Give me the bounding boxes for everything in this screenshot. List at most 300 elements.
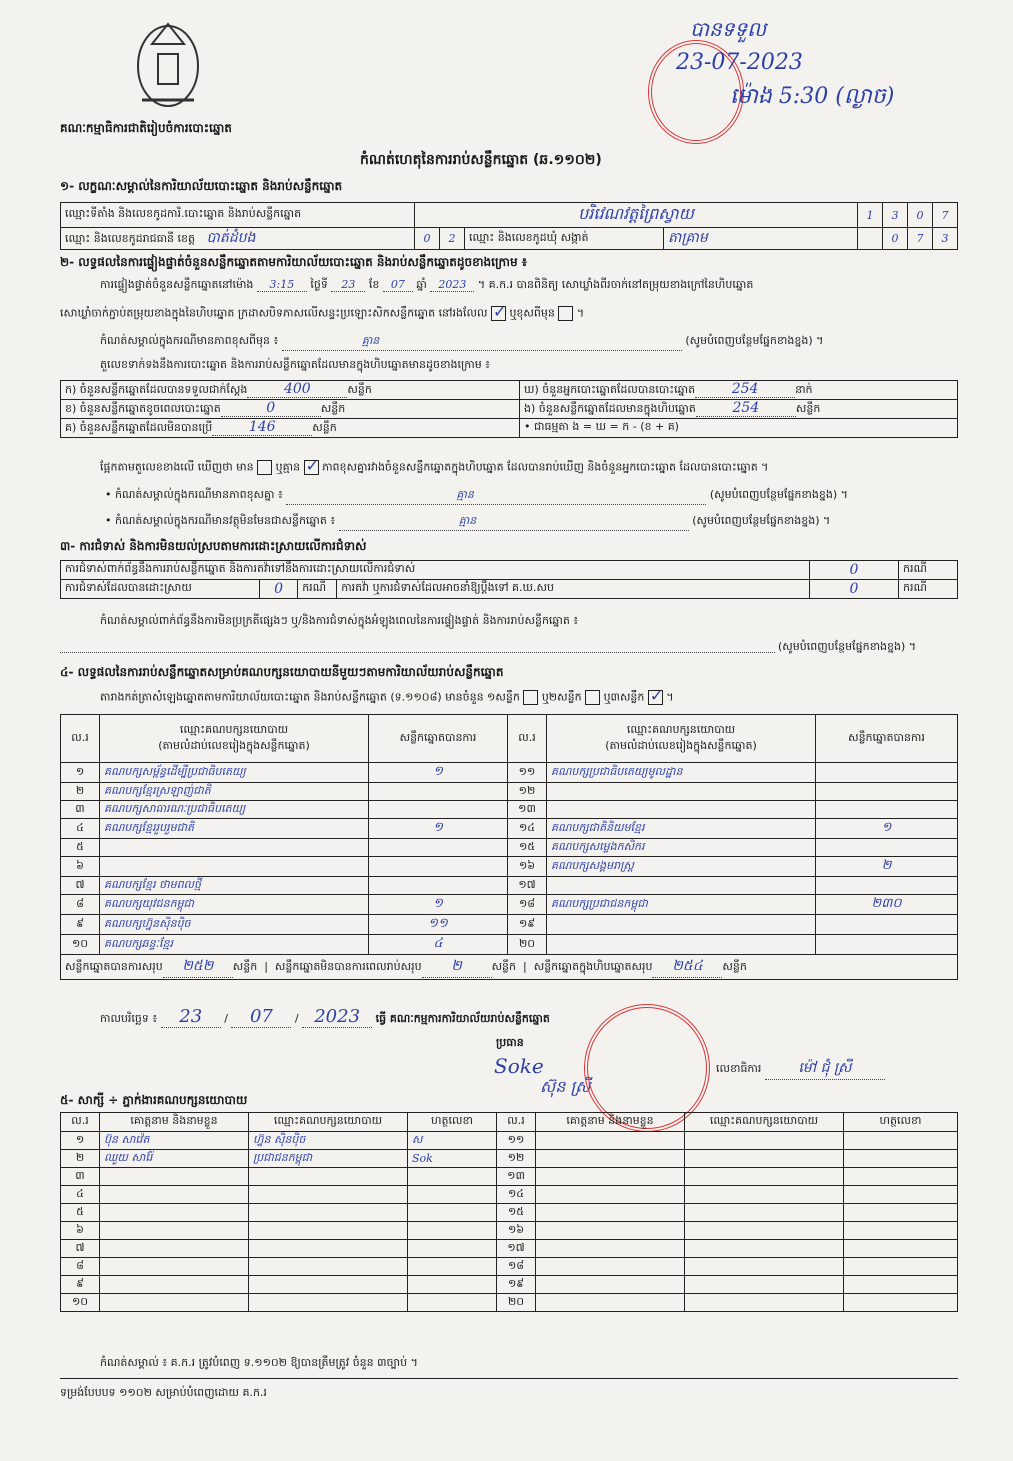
commune-label: ឈ្មោះ និងលេខកូដឃុំ សង្កាត់: [465, 228, 664, 250]
witness-name: [536, 1132, 685, 1150]
party-votes: [369, 801, 508, 819]
witness-party: [685, 1168, 844, 1186]
witness-name: ប៊ុន សាវ៉េត: [100, 1132, 249, 1150]
witness-signature: [844, 1186, 958, 1204]
two-sheet-checkbox[interactable]: [585, 690, 600, 705]
party-votes: ១: [816, 819, 958, 839]
witness-signature: [408, 1204, 497, 1222]
party-votes: [816, 935, 958, 955]
same-checkbox[interactable]: [491, 306, 506, 321]
figure-e-value: 254: [696, 400, 796, 417]
objection-value: 0: [810, 561, 899, 580]
party-no: ១៦: [508, 857, 547, 877]
witness-party: [685, 1240, 844, 1258]
objection-unit: ករណី: [899, 561, 958, 580]
witness-signature: [844, 1222, 958, 1240]
witness-party: [249, 1240, 408, 1258]
witness-name: [100, 1222, 249, 1240]
commune-code-3: 3: [933, 228, 958, 250]
footer-divider: [60, 1378, 958, 1379]
sheet-count-intro: តារាងកត់ត្រាសំឡេងឆ្នោតតាមការិយាល័យបោះឆ្នោត និងរាប់សន្លឹកឆ្នោត (ទ.១១០៨) មានចំនួន ១សន្លឹក: [100, 690, 520, 704]
no-diff-checkbox[interactable]: [304, 460, 319, 475]
w-col-no-left: ល.រ: [61, 1113, 100, 1132]
chair-label: ប្រធាន: [496, 1036, 524, 1049]
figure-e-label: ង) ចំនួនសន្លឹកឆ្នោតដែលមានក្នុងហិបឆ្នោត: [524, 402, 696, 415]
witness-no: ១៥: [497, 1204, 536, 1222]
results-row: [61, 915, 958, 935]
party-votes: [369, 783, 508, 801]
date-month: 07: [231, 1006, 291, 1028]
witness-party: [685, 1222, 844, 1240]
valid-total-value: ២៥២: [163, 956, 233, 978]
party-votes: ២៣០: [816, 895, 958, 915]
witness-party: ហ្វ៊ុន ស៊ិនប៉ិច: [249, 1132, 408, 1150]
province-code-2: 2: [440, 228, 465, 250]
party-votes: [816, 915, 958, 935]
party-votes: [369, 839, 508, 857]
results-row: [61, 857, 958, 877]
three-sheet-checkbox[interactable]: [648, 690, 663, 705]
witness-signature: [844, 1150, 958, 1168]
witness-name: [100, 1294, 249, 1312]
verify-line-2-text: សោឃ្លាំចាក់ភ្ជាប់តម្រុយខាងក្នុងនៃហិបឆ្នោត ក្រដាសបិទភាសលើសន្ទះប្រឡោះសិកសន្លឹកឆ្នោត នៅរងលែល: [60, 306, 488, 320]
witness-no: ១៤: [497, 1186, 536, 1204]
object-remark-value: គ្មាន: [339, 514, 689, 531]
party-no: ៣: [61, 801, 100, 819]
results-row: [61, 895, 958, 915]
witness-party: [685, 1150, 844, 1168]
verify-time-label: ការផ្ទៀងផ្ទាត់ចំនួនសន្លឹកឆ្នោតនៅម៉ោង: [100, 278, 254, 291]
witness-signature: [844, 1204, 958, 1222]
col-party-right-title: ឈ្មោះគណបក្សនយោបាយ: [626, 722, 736, 736]
verify-line-2: សោឃ្លាំចាក់ភ្ជាប់តម្រុយខាងក្នុងនៃហិបឆ្នោត ក្រដាសបិទភាសលើសន្ទះប្រឡោះសិកសន្លឹកឆ្នោត នៅរងលែល ✓ ឬខុសពីមុន ។: [60, 306, 960, 323]
witness-party: [685, 1258, 844, 1276]
figure-a-unit: សន្លឹក: [347, 383, 372, 396]
witness-signature: [408, 1222, 497, 1240]
witness-signature: [408, 1168, 497, 1186]
compare-text: ភាពខុសគ្នារវាងចំនួនសន្លឹកឆ្នោតក្នុងហិបឆ្នោត ដែលបានរាប់ឃើញ និងចំនួនអ្នកបោះឆ្នោត ដែលបានបោះឆ្នោត ។: [322, 460, 769, 474]
party-name: គណបក្សយុវជនកម្ពុជា: [100, 895, 369, 915]
party-no: ៩: [61, 915, 100, 935]
party-name: [547, 877, 816, 895]
witness-name: [100, 1276, 249, 1294]
party-votes: ១: [369, 895, 508, 915]
party-name: [547, 935, 816, 955]
col-party-left: [100, 715, 369, 763]
place-code-3: 0: [908, 203, 933, 228]
three-sheet-label: ឬ៣សន្លឹក: [603, 690, 645, 704]
one-sheet-checkbox[interactable]: [523, 690, 538, 705]
witness-no: ១០: [61, 1294, 100, 1312]
party-no: ១៤: [508, 819, 547, 839]
witness-signature: [408, 1186, 497, 1204]
party-name: គណបក្សសាធារណៈប្រជាធិបតេយ្យ: [100, 801, 369, 819]
stamp-time: ម៉ោង 5:30 (ល្ងាច): [730, 84, 895, 109]
figure-c-value: 146: [212, 419, 312, 436]
party-no: ១: [61, 763, 100, 783]
witness-party: [685, 1294, 844, 1312]
footer-note: កំណត់សម្គាល់ ៖ គ.ក.រ ត្រូវបំពេញ ទ.១១០២ ឱ្យបានត្រឹមត្រូវ ចំនួន ៣ច្បាប់ ។: [100, 1356, 418, 1369]
witness-signature: Sok: [408, 1150, 497, 1168]
witness-no: ៨: [61, 1258, 100, 1276]
w-col-name-right: គោត្តនាម និងនាមខ្លួន: [536, 1113, 685, 1132]
witness-row: [61, 1294, 958, 1312]
two-sheet-label: ឬ២សន្លឹក: [541, 690, 582, 704]
date-year: 2023: [302, 1006, 372, 1028]
valid-total-label: សន្លឹកឆ្នោតបានការសរុប: [65, 960, 163, 973]
org-name: គណៈកម្មាធិការជាតិរៀបចំការបោះឆ្នោត: [60, 121, 232, 135]
witness-name: [100, 1186, 249, 1204]
witness-name: [536, 1222, 685, 1240]
party-name: គណបក្សខ្មែររួបរួមជាតិ: [100, 819, 369, 839]
party-name: គណបក្សសង្គមរាស្ត្រ: [547, 857, 816, 877]
figures-table: [60, 380, 958, 438]
witness-signature: [408, 1240, 497, 1258]
party-votes: [816, 763, 958, 783]
witness-no: ១: [61, 1132, 100, 1150]
resolved-label: ការជំទាស់ដែលបានដោះស្រាយ: [61, 580, 260, 599]
section5-heading: ៥- សាក្សី ÷ ភ្នាក់ងារគណបក្សនយោបាយ: [60, 1093, 248, 1107]
different-checkbox[interactable]: [558, 306, 573, 321]
witness-no: ១២: [497, 1150, 536, 1168]
different-label: ឬខុសពីមុន: [509, 306, 555, 320]
form-title: កំណត់ហេតុនៃការរាប់សន្លឹកឆ្នោត (ឆ.១១០២): [360, 152, 602, 168]
commune-code-2: 7: [908, 228, 933, 250]
figure-d-label: ឃ) ចំនួនអ្នកបោះឆ្នោតដែលបានបោះឆ្នោត: [524, 383, 696, 396]
compare-none-label: ឬគ្មាន: [275, 460, 301, 474]
commune-value: តាគ្រាម: [664, 228, 858, 250]
witness-signature: [844, 1258, 958, 1276]
witness-name: [536, 1204, 685, 1222]
secretary-value: ម៉ៅ ជុំ ស្រី: [765, 1058, 885, 1080]
party-name: [547, 915, 816, 935]
witness-party: [249, 1258, 408, 1276]
figure-c-label: គ) ចំនួនសន្លឹកឆ្នោតដែលមិនបានប្រើ: [65, 421, 213, 434]
diff-note-hint: (សូមបំពេញបន្ថែមផ្នែកខាងខ្នង) ។: [685, 334, 824, 347]
witness-row: [61, 1258, 958, 1276]
witness-no: ១៧: [497, 1240, 536, 1258]
place-code-2: 3: [883, 203, 908, 228]
secretary-line: [716, 1058, 885, 1080]
witness-party: [249, 1186, 408, 1204]
party-name: [547, 783, 816, 801]
witness-signature: [844, 1132, 958, 1150]
party-name: [547, 801, 816, 819]
witness-signature: [408, 1294, 497, 1312]
party-name: គណបក្សសម្លេងកសិករ: [547, 839, 816, 857]
witness-row: [61, 1276, 958, 1294]
figures-intro: តួលេខទាក់ទងនឹងការបោះឆ្នោត និងការរាប់សន្លឹកឆ្នោតដែលមានក្នុងហិបឆ្នោតមានដូចខាងក្រោម ៖: [100, 358, 491, 371]
has-diff-checkbox[interactable]: [257, 460, 272, 475]
figure-e-unit: សន្លឹក: [795, 402, 821, 415]
province-row: [61, 228, 415, 250]
diff-remark-value: គ្មាន: [286, 488, 706, 505]
results-row: [61, 877, 958, 895]
witness-party: [685, 1276, 844, 1294]
w-col-sign-right: ហត្ថលេខា: [844, 1113, 958, 1132]
results-row: [61, 935, 958, 955]
commune-code-blank: [858, 228, 883, 250]
party-no: ១០: [61, 935, 100, 955]
results-row: [61, 763, 958, 783]
stamp-received: បានទទួល: [690, 17, 767, 41]
figure-c-unit: សន្លឹក: [312, 421, 337, 434]
irregularity-hint: (សូមបំពេញបន្ថែមផ្នែកខាងខ្នង) ។: [778, 640, 917, 653]
footer-form-label: ទម្រង់បែបបទ ១១០២ សម្រាប់បំពេញដោយ គ.ក.រ: [60, 1386, 267, 1399]
party-votes: [816, 783, 958, 801]
witness-party: [249, 1276, 408, 1294]
province-code-1: 0: [415, 228, 440, 250]
witness-party: [249, 1204, 408, 1222]
witness-row: [61, 1150, 958, 1168]
col-no-right: ល.រ: [508, 715, 547, 763]
witness-no: ៤: [61, 1186, 100, 1204]
witness-row: [61, 1168, 958, 1186]
party-no: ៨: [61, 895, 100, 915]
witness-row: [61, 1186, 958, 1204]
party-votes: ១: [369, 819, 508, 839]
object-remark-hint: (សូមបំពេញបន្ថែមផ្នែកខាងខ្នង) ។: [692, 514, 831, 527]
witness-no: ១១: [497, 1132, 536, 1150]
party-no: ២០: [508, 935, 547, 955]
witness-table: [60, 1112, 958, 1312]
verify-year-label: ឆ្នាំ: [416, 278, 427, 291]
party-no: ៦: [61, 857, 100, 877]
witness-no: ៧: [61, 1240, 100, 1258]
appeal-unit: ករណី: [899, 580, 958, 599]
stamp-date: 23-07-2023: [676, 50, 803, 75]
object-remark-line: [105, 514, 960, 531]
party-no: ៧: [61, 877, 100, 895]
witness-party: [685, 1204, 844, 1222]
valid-total-unit: សន្លឹក: [232, 960, 258, 973]
witness-name: [100, 1240, 249, 1258]
party-votes: ១: [369, 763, 508, 783]
commune-code-1: 0: [883, 228, 908, 250]
witness-party: [685, 1186, 844, 1204]
witness-party: [249, 1168, 408, 1186]
party-no: ៥: [61, 839, 100, 857]
col-votes-left: សន្លឹកឆ្នោតបានការ: [369, 715, 508, 763]
witness-no: ២: [61, 1150, 100, 1168]
appeal-value: 0: [810, 580, 899, 599]
results-row: [61, 801, 958, 819]
party-no: ១៧: [508, 877, 547, 895]
chair-name: ស៊ុន ស្រី: [540, 1077, 591, 1096]
date-day: 23: [161, 1006, 221, 1028]
results-table: [60, 714, 958, 980]
verify-line-1-rest: ។ គ.ក.រ បានពិនិត្យ សោឃ្លាំងពីរចាក់នៅតម្រុយខាងក្រៅនៃហិបឆ្នោត: [477, 278, 754, 291]
w-col-name-left: គោត្តនាម និងនាមខ្លួន: [100, 1113, 249, 1132]
witness-row: [61, 1204, 958, 1222]
results-row: [61, 783, 958, 801]
figure-b-label: ខ) ចំនួនសន្លឹកឆ្នោតខូចពេលបោះឆ្នោត: [65, 402, 221, 415]
compare-line: [100, 460, 960, 477]
irregularity-note: កំណត់សម្គាល់ពាក់ព័ន្ធនឹងការមិនប្រក្រតីផ្សេងៗ ឬ/និងការជំទាស់ក្នុងអំឡុងពេលនៃការផ្ទៀងផ្ទាត់ និងការរាប់សន្លឹកឆ្នោត ៖: [100, 614, 579, 627]
w-col-no-right: ល.រ: [497, 1113, 536, 1132]
party-no: ៤: [61, 819, 100, 839]
figure-formula: • ជាធម្មតា ង = ឃ = ក - (ខ + គ): [524, 420, 679, 433]
party-votes: ៤: [369, 935, 508, 955]
party-name: គណបក្សឆន្ទៈខ្មែរ: [100, 935, 369, 955]
witness-name: [100, 1258, 249, 1276]
totals-row: សន្លឹកឆ្នោតបានការសរុប ២៥២ សន្លឹក | សន្លឹកឆ្នោតមិនបានការពេលរាប់សរុប ២ សន្លឹក | សន្លឹកឆ្នោតក្នុងហិបឆ្នោតសរុប ២៥៤ សន្លឹក: [61, 955, 958, 980]
witness-no: ១៩: [497, 1276, 536, 1294]
diff-remark-hint: (សូមបំពេញបន្ថែមផ្នែកខាងខ្នង) ។: [709, 488, 848, 501]
invalid-total-value: ២: [422, 956, 492, 978]
compare-has-label: ផ្អែកតាមតួលេខខាងលើ ឃើញថា មាន: [100, 460, 254, 474]
witness-no: ២០: [497, 1294, 536, 1312]
verify-day-label: ថ្ងៃទី: [310, 278, 328, 291]
witness-no: ៩: [61, 1276, 100, 1294]
col-no-left: ល.រ: [61, 715, 100, 763]
verify-line-1: [100, 278, 960, 294]
place-code-4: 7: [933, 203, 958, 228]
box-total-label: សន្លឹកឆ្នោតក្នុងហិបឆ្នោតសរុប: [533, 960, 653, 973]
resolved-unit: ករណី: [298, 580, 337, 599]
figure-a-label: ក) ចំនួនសន្លឹកឆ្នោតដែលបានទទួលជាក់ស្តែង: [65, 383, 248, 396]
figure-b-value: 0: [221, 400, 321, 417]
w-col-party-right: ឈ្មោះគណបក្សនយោបាយ: [685, 1113, 844, 1132]
witness-name: [536, 1294, 685, 1312]
party-name: [100, 839, 369, 857]
col-party-left-sub: (តាមលំដាប់លេខរៀងក្នុងសន្លឹកឆ្នោត): [158, 738, 310, 752]
party-votes: [369, 877, 508, 895]
diff-note-line: [100, 334, 960, 351]
figures-row: [61, 419, 958, 438]
witness-signature: [408, 1276, 497, 1294]
col-votes-right: សន្លឹកឆ្នោតបានការ: [816, 715, 958, 763]
witness-no: ៥: [61, 1204, 100, 1222]
party-no: ១៥: [508, 839, 547, 857]
section4-heading: ៤- លទ្ធផលនៃការរាប់សន្លឹកឆ្នោតសម្រាប់គណបក្សនយោបាយនីមួយៗតាមការិយាល័យរាប់សន្លឹកឆ្នោត: [60, 665, 504, 679]
witness-no: ៣: [61, 1168, 100, 1186]
party-name: គណបក្សប្រជាធិបតេយ្យមូលដ្ឋាន: [547, 763, 816, 783]
witness-row: [61, 1240, 958, 1258]
witness-no: ១៣: [497, 1168, 536, 1186]
party-votes: [816, 877, 958, 895]
section3-heading: ៣- ការជំទាស់ និងការមិនយល់ស្របតាមការដោះស្រាយលើការជំទាស់: [60, 539, 367, 553]
party-name: គណបក្សខ្មែរស្រឡាញ់ជាតិ: [100, 783, 369, 801]
w-col-sign-left: ហត្ថលេខា: [408, 1113, 497, 1132]
chair-signature: Soke: [494, 1054, 544, 1078]
party-no: ១៩: [508, 915, 547, 935]
witness-name: [100, 1204, 249, 1222]
province-value: បាត់ដំបង: [206, 230, 256, 246]
party-votes: [816, 801, 958, 819]
secretary-label: លេខាធិការ: [716, 1062, 762, 1075]
party-name: គណបក្សសម្ព័ន្ធដើម្បីប្រជាធិបតេយ្យ: [100, 763, 369, 783]
party-votes: ២: [816, 857, 958, 877]
witness-signature: [408, 1258, 497, 1276]
irregularity-line: [60, 640, 775, 653]
party-name: គណបក្សជាតិនិយមខ្មែរ: [547, 819, 816, 839]
col-party-right: [547, 715, 816, 763]
party-name: គណបក្សខ្មែរ ថាមពលថ្មី: [100, 877, 369, 895]
party-name: គណបក្សហ្វ៊ុនស៊ិនប៉ិច: [100, 915, 369, 935]
box-total-value: ២៥៤: [652, 956, 722, 978]
invalid-total-unit: សន្លឹក: [491, 960, 517, 973]
witness-signature: [844, 1240, 958, 1258]
witness-no: ១៦: [497, 1222, 536, 1240]
diff-remark-line: [105, 488, 960, 505]
diff-note-value: គ្មាន: [282, 334, 682, 351]
witness-signature: [844, 1294, 958, 1312]
witness-signature: [844, 1168, 958, 1186]
place-code-1: 1: [858, 203, 883, 228]
witness-name: [536, 1240, 685, 1258]
sheet-count-line: តារាងកត់ត្រាសំឡេងឆ្នោតតាមការិយាល័យបោះឆ្នោត និងរាប់សន្លឹកឆ្នោត (ទ.១១០៨) មានចំនួន ១សន្លឹក ឬ២សន្លឹក ឬ៣សន្លឹក ✓ ។: [100, 690, 674, 707]
party-name: គណបក្សប្រជាជនកម្ពុជា: [547, 895, 816, 915]
witness-no: ១៨: [497, 1258, 536, 1276]
verify-month-label: ខែ: [368, 278, 380, 291]
col-party-left-title: ឈ្មោះគណបក្សនយោបាយ: [179, 722, 289, 736]
col-party-right-sub: (តាមលំដាប់លេខរៀងក្នុងសន្លឹកឆ្នោត): [605, 738, 757, 752]
figures-row: [61, 400, 958, 419]
figure-b-unit: សន្លឹក: [320, 402, 346, 415]
invalid-total-label: សន្លឹកឆ្នោតមិនបានការពេលរាប់សរុប: [274, 960, 422, 973]
party-no: ១២: [508, 783, 547, 801]
witness-party: [249, 1222, 408, 1240]
results-row: [61, 839, 958, 857]
province-label: ឈ្មោះ និងលេខកូដរាជធានី ខេត្ត: [65, 232, 195, 245]
party-votes: [369, 857, 508, 877]
party-no: ១១: [508, 763, 547, 783]
figure-d-value: 254: [695, 381, 795, 398]
verify-month: 07: [383, 278, 413, 292]
objection-label: ការជំទាស់ពាក់ព័ន្ធនឹងការរាប់សន្លឹកឆ្នោត និងការតវ៉ាទៅនឹងការដោះស្រាយលើការជំទាស់: [61, 561, 810, 580]
w-col-party-left: ឈ្មោះគណបក្សនយោបាយ: [249, 1113, 408, 1132]
committee-label: ធ្វើ គណៈកម្មការការិយាល័យរាប់សន្លឹកឆ្នោត: [375, 1012, 550, 1025]
place-label: ឈ្មោះទីតាំង និងលេខកូដការិ.បោះឆ្នោត និងរាប់សន្លឹកឆ្នោត: [61, 203, 415, 228]
object-remark-label: • កំណត់សម្គាល់ក្នុងករណីមានវត្ថុមិនមែនជាសន្លឹកឆ្នោត ៖: [105, 514, 336, 527]
diff-note-label: កំណត់សម្គាល់ក្នុងករណីមានភាពខុសពីមុន ៖: [100, 334, 279, 347]
witness-signature: ស: [408, 1132, 497, 1150]
nec-emblem-icon: [132, 14, 204, 118]
witness-signature: [844, 1276, 958, 1294]
witness-row: [61, 1222, 958, 1240]
diff-remark-label: • កំណត់សម្គាល់ក្នុងករណីមានភាពខុសគ្នា ៖: [105, 488, 283, 501]
witness-party: ប្រជាជនកម្ពុជា: [249, 1150, 408, 1168]
objection-table: [60, 560, 958, 599]
party-name: [100, 857, 369, 877]
resolved-value: 0: [260, 580, 298, 599]
party-no: ១៣: [508, 801, 547, 819]
date-label: កាលបរិច្ឆេទ ៖: [100, 1012, 158, 1025]
figure-d-unit: នាក់: [795, 383, 813, 396]
witness-name: [536, 1186, 685, 1204]
place-value: បរិវេណវត្តព្រៃស្វាយ: [415, 203, 858, 228]
verify-year: 2023: [430, 278, 474, 292]
figure-a-value: 400: [247, 381, 347, 398]
signature-date-line: កាលបរិច្ឆេទ ៖ 23 / 07 / 2023 ធ្វើ គណៈកម្មការការិយាល័យរាប់សន្លឹកឆ្នោត: [100, 1006, 550, 1027]
box-total-unit: សន្លឹក: [722, 960, 747, 973]
party-votes: ១១: [369, 915, 508, 935]
witness-no: ៦: [61, 1222, 100, 1240]
witness-name: [536, 1258, 685, 1276]
figures-row: [61, 381, 958, 400]
section1-heading: ១- លក្ខណៈសម្គាល់នៃការិយាល័យបោះឆ្នោត និងរាប់សន្លឹកឆ្នោត: [60, 179, 343, 193]
witness-name: [100, 1168, 249, 1186]
section1-table: [60, 202, 958, 250]
appeal-label: ការតវ៉ា ឬការជំទាស់ដែលអាចនាំឱ្យប្តឹងទៅ គ.ឃ.សប: [337, 580, 810, 599]
witness-party: [249, 1294, 408, 1312]
party-votes: [816, 839, 958, 857]
results-row: [61, 819, 958, 839]
witness-name: ឈួយ សារ៉ែ: [100, 1150, 249, 1168]
witness-name: [536, 1150, 685, 1168]
verify-day: 23: [331, 278, 365, 292]
